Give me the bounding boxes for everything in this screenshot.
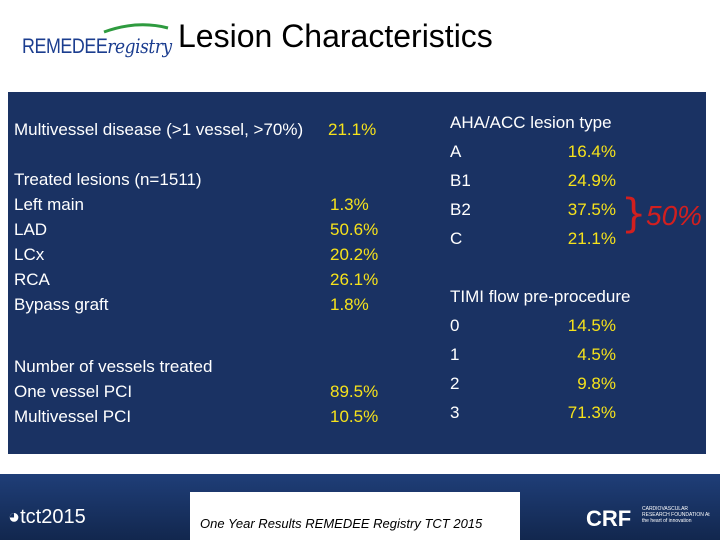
aha-label: C: [450, 229, 463, 248]
treated-label: Bypass graft: [14, 295, 109, 314]
treated-value: 20.2%: [330, 245, 379, 264]
page-title: Lesion Characteristics: [178, 18, 493, 54]
timi-value: 71.3%: [567, 403, 616, 422]
aha-value: 21.1%: [567, 229, 616, 248]
aha-value: 24.9%: [567, 171, 616, 190]
tct-logo-text: tct2015: [20, 506, 86, 528]
treated-label: RCA: [14, 270, 50, 289]
timi-value: 14.5%: [567, 316, 616, 335]
timi-value: 4.5%: [577, 345, 616, 364]
aha-value: 37.5%: [567, 200, 616, 219]
timi-label: 3: [450, 403, 460, 422]
vessels-value: 89.5%: [330, 382, 379, 401]
aha-label: A: [450, 142, 462, 161]
timi-value: 9.8%: [577, 374, 616, 393]
vessels-label: One vessel PCI: [14, 382, 133, 401]
treated-label: Left main: [14, 195, 84, 214]
multivessel-label: Multivessel disease (>1 vessel, >70%): [14, 120, 304, 139]
aha-value: 16.4%: [567, 142, 616, 161]
tct-logo: ◕tct2015: [8, 506, 86, 528]
logo-text: [22, 34, 172, 59]
crf-logo: [586, 506, 631, 532]
crf-logo-text: CRF: [586, 506, 632, 531]
footer-caption: One Year Results REMEDEE Registry TCT 2015: [200, 516, 483, 531]
timi-label: 2: [450, 374, 460, 393]
crf-tagline: CARDIOVASCULAR RESEARCH FOUNDATION At the heart of innovation: [642, 506, 710, 524]
vessels-label: Multivessel PCI: [14, 407, 132, 426]
logo-main: REMEDEE: [22, 34, 108, 58]
treated-label: LAD: [14, 220, 48, 239]
logo-sub: registry: [107, 33, 172, 58]
bracket-icon: }: [621, 191, 647, 237]
timi-label: 1: [450, 345, 460, 364]
logo-swoosh-icon: [102, 22, 172, 36]
highlight-percent: 50%: [646, 200, 703, 231]
treated-lesions-header: Treated lesions (n=1511): [14, 170, 202, 189]
aha-label: B2: [450, 200, 471, 219]
treated-value: 1.8%: [330, 295, 369, 314]
treated-value: 50.6%: [330, 220, 379, 239]
timi-header: TIMI flow pre-procedure: [450, 287, 631, 306]
treated-label: LCx: [14, 245, 45, 264]
multivessel-value: 21.1%: [328, 120, 377, 139]
treated-value: 26.1%: [330, 270, 379, 289]
vessels-value: 10.5%: [330, 407, 379, 426]
vessels-treated-header: Number of vessels treated: [14, 357, 213, 376]
timi-label: 0: [450, 316, 460, 335]
aha-header: AHA/ACC lesion type: [450, 113, 612, 132]
aha-label: B1: [450, 171, 471, 190]
treated-value: 1.3%: [330, 195, 369, 214]
